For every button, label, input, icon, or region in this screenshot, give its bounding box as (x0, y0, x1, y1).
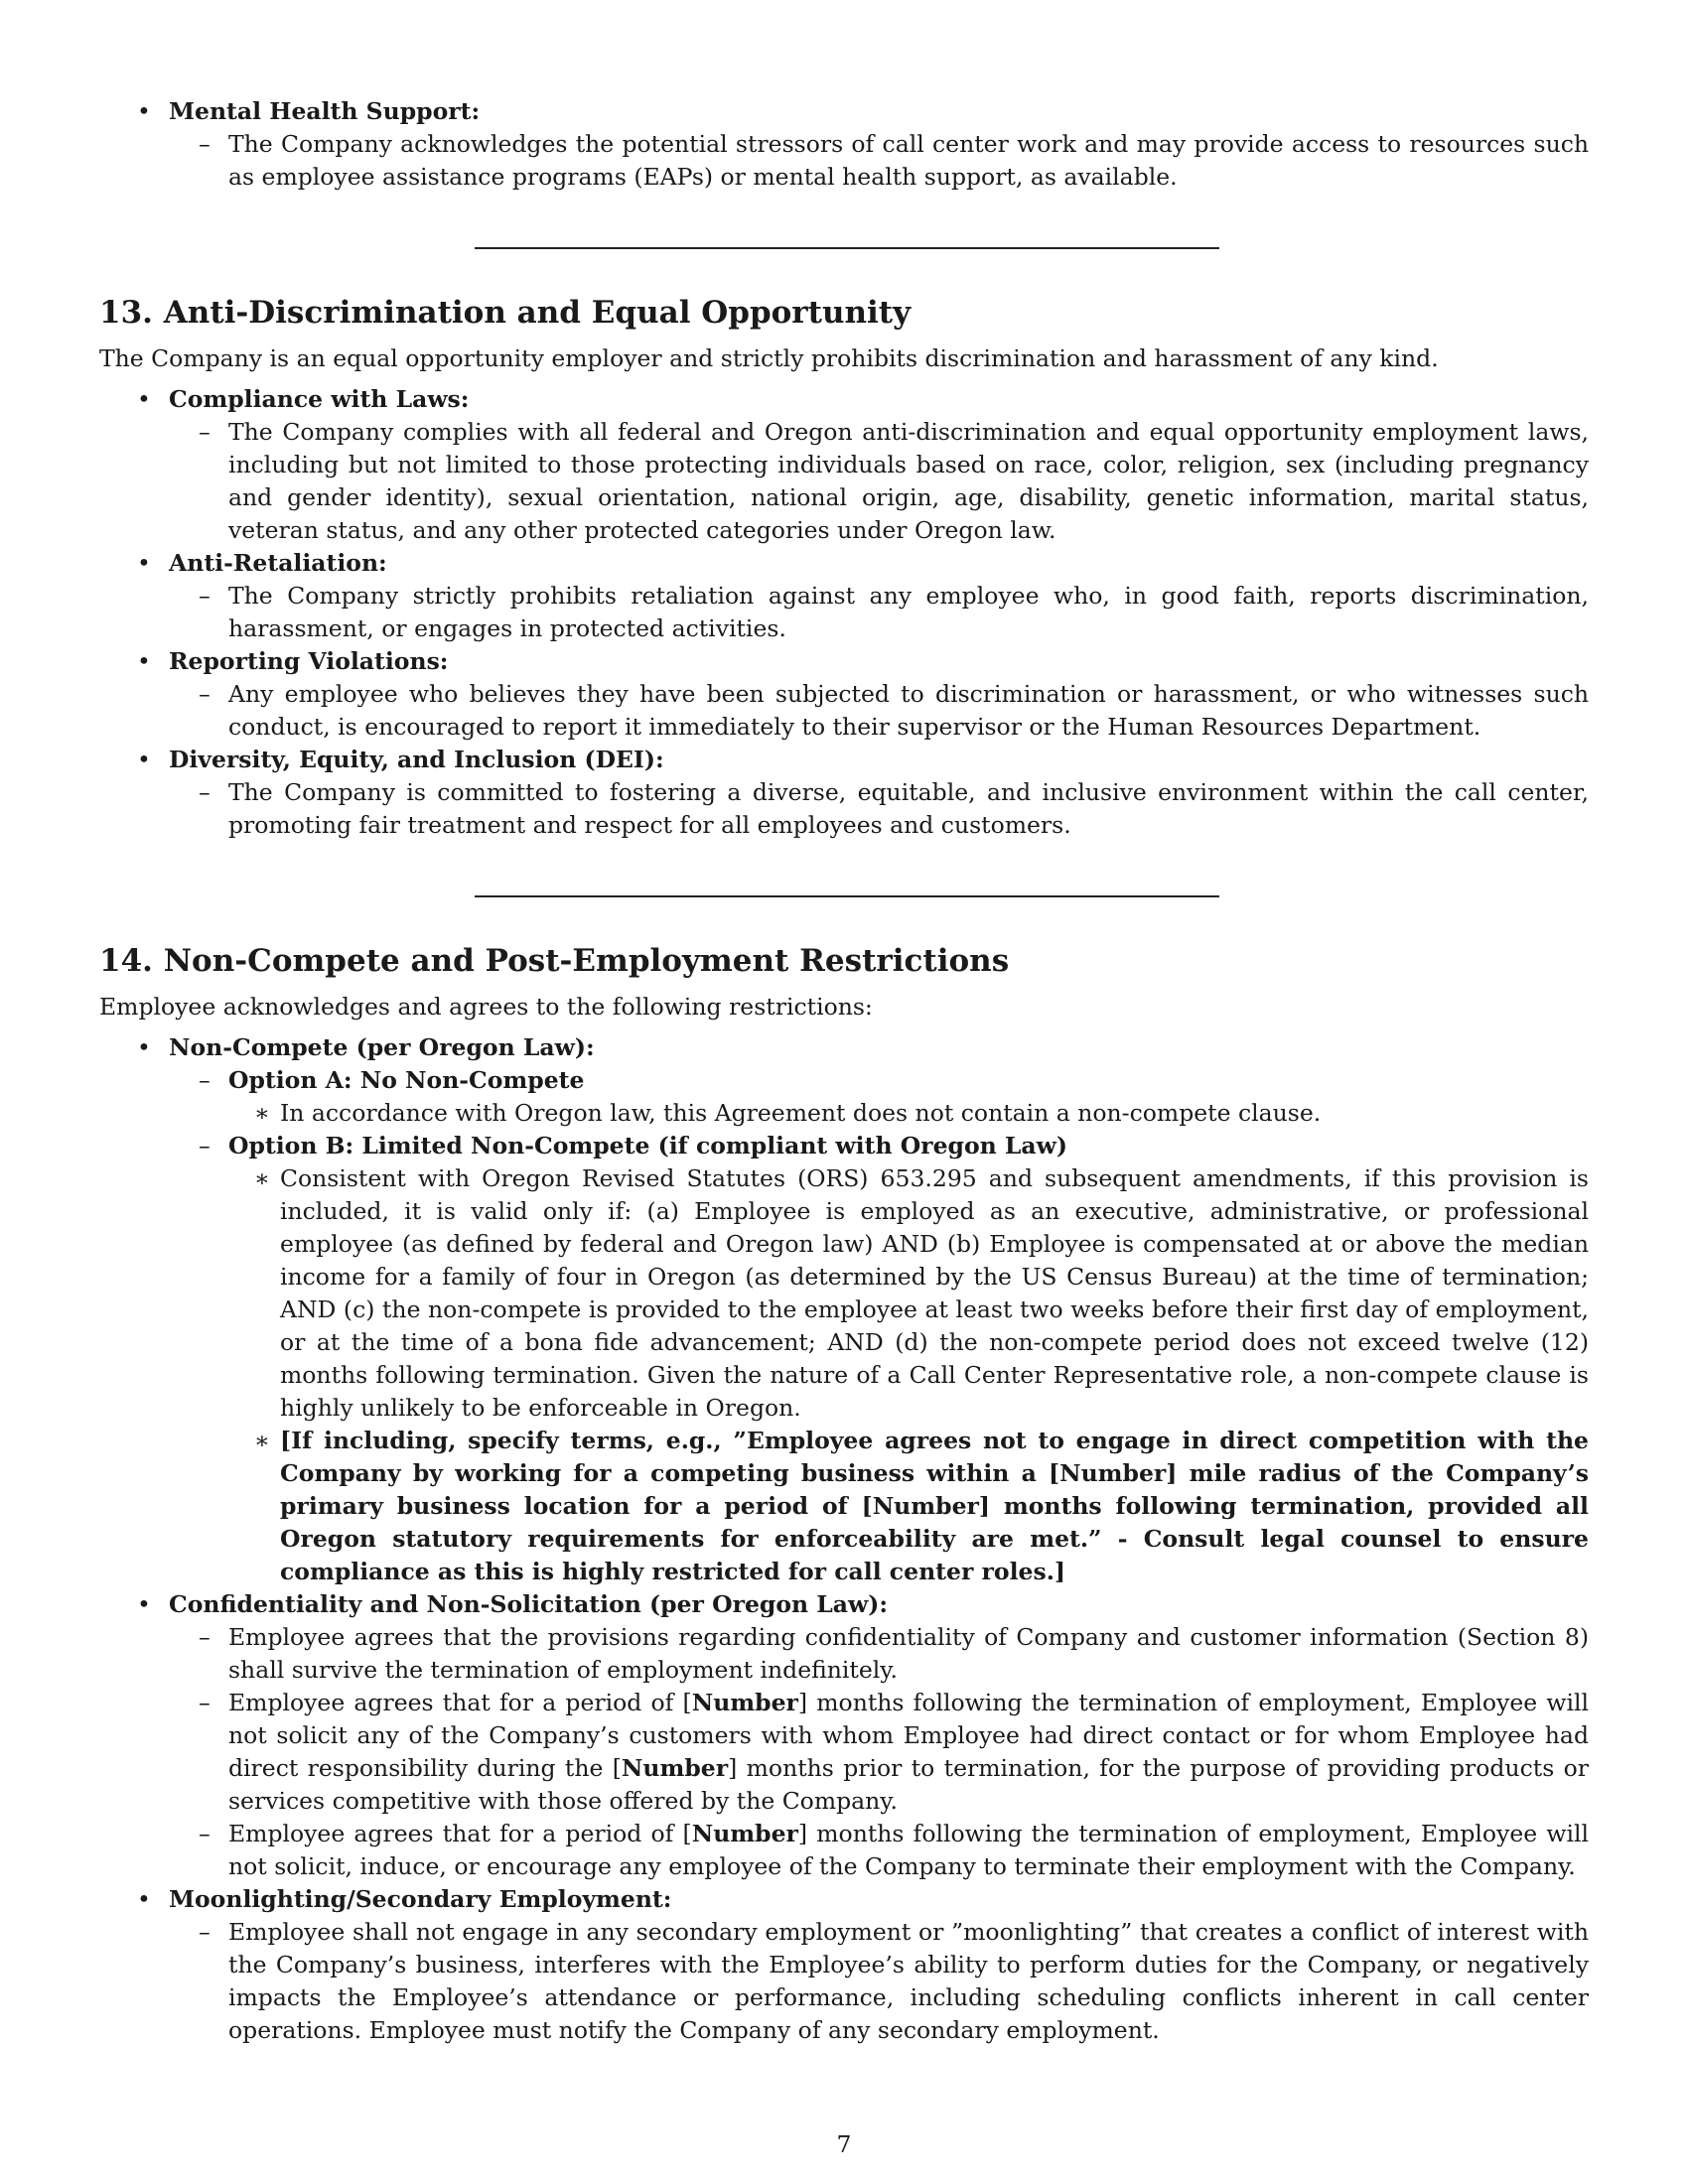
page-number: 7 (836, 2130, 852, 2158)
item-label: Confidentiality and Non-Solicitation (per Oregon Law): (169, 1590, 889, 1618)
list-item (99, 1588, 1589, 1883)
section-14-heading: 14. Non-Compete and Post-Employment Restrictions (99, 943, 1010, 979)
dash-icon: – (199, 1689, 211, 1716)
text-part: Employee agrees that for a period of [ (228, 1820, 692, 1847)
bullet-icon: • (137, 1885, 151, 1913)
dash-icon: – (199, 418, 211, 446)
item-text: The Company is committed to fostering a diverse, equitable, and inclusive environment within the call center, promoting fair treatment and respect for all employees and customers. (228, 778, 1589, 839)
list-item (169, 1130, 1589, 1588)
asterisk-icon: ∗ (254, 1164, 270, 1192)
list-item (169, 416, 1589, 547)
list-item (169, 1687, 1589, 1818)
list-item (228, 1097, 1589, 1130)
item-text: The Company complies with all federal and Oregon anti-discrimination and equal opportunity employment laws, including but not limited to those protecting individuals based on race, color, religion, sex (including pregnancy and gender identity), sexual orientation, national origin, age, disability, genetic information, marital status, veteran status, and any other protected categories under Oregon law. (228, 418, 1589, 544)
item-text: The Company strictly prohibits retaliation against any employee who, in good faith, reports discrimination, harassment, or engages in protected activities. (228, 582, 1589, 642)
option-b-text: Consistent with Oregon Revised Statutes (ORS) 653.295 and subsequent amendments, if this provision is included, it is valid only if: (a) Employee is employed as an executive, administrative, or professional employee (as defined by federal and Oregon law) AND (b) Employee is compensated at or above the median income for a family of four in Oregon (as determined by the US Census Bureau) at the time of termination; AND (c) the non-compete is provided to the employee at least two weeks before their first day of employment, or at the time of a bona fide advancement; AND (d) the non-compete period does not exceed twelve (12) months following termination. Given the nature of a Call Center Representative role, a non-compete clause is highly unlikely to be enforceable in Oregon. (280, 1164, 1589, 1422)
option-a-text: In accordance with Oregon law, this Agreement does not contain a non-compete clause. (280, 1099, 1322, 1127)
dash-icon: – (199, 778, 211, 806)
dash-icon: – (199, 1918, 211, 1946)
text-part: ] months following the termination of employment, Employee will not solicit any of the Company’s customers with whom Employee had direct contact or for whom Employee had direct responsibility during the [ (228, 1689, 1590, 1782)
option-a-label: Option A: No Non-Compete (228, 1066, 585, 1094)
list-item (228, 1162, 1589, 1425)
list-item (169, 580, 1589, 645)
dash-icon: – (199, 1820, 211, 1847)
list-item (169, 776, 1589, 842)
item-text: Employee agrees that the provisions regarding confidentiality of Company and customer information (Section 8) shall survive the termination of employment indefinitely. (228, 1623, 1589, 1684)
list-item (169, 128, 1589, 194)
list-item (99, 95, 1589, 194)
bullet-icon: • (137, 746, 151, 773)
item-label: Compliance with Laws: (169, 385, 470, 413)
list-item (169, 1818, 1589, 1883)
text-part: ] months prior to termination, for the purpose of providing products or services competitive with those offered by the Company. (228, 1754, 1589, 1815)
item-label: Anti-Retaliation: (169, 549, 387, 577)
text-part: Employee agrees that for a period of [ (228, 1689, 692, 1716)
item-label: Mental Health Support: (169, 97, 481, 125)
list-item (169, 1916, 1589, 2047)
bullet-icon: • (137, 1590, 151, 1618)
list-item (169, 1064, 1589, 1130)
dash-icon: – (199, 680, 211, 708)
section-14-list (99, 1031, 1589, 2047)
bullet-icon: • (137, 97, 151, 125)
number-placeholder: Number (621, 1754, 729, 1782)
item-label: Reporting Violations: (169, 647, 449, 675)
dash-icon: – (199, 582, 211, 610)
list-item (99, 744, 1589, 842)
item-text (228, 1818, 1589, 1883)
bullet-icon: • (137, 1033, 151, 1061)
list-item (99, 645, 1589, 744)
section-13-heading: 13. Anti-Discrimination and Equal Opportunity (99, 295, 912, 331)
option-b-label: Option B: Limited Non-Compete (if compliant with Oregon Law) (228, 1132, 1067, 1160)
asterisk-icon: ∗ (254, 1099, 270, 1127)
item-label: Moonlighting/Secondary Employment: (169, 1885, 672, 1913)
section-divider (475, 247, 1219, 249)
option-b-terms: [If including, specify terms, e.g., ”Employee agrees not to engage in direct competition with the Company by working for a competing business within a [Number] mile radius of the Company’s primary business location for a period of [Number] months following termination, provided all Oregon statutory requirements for enforceability are met.” - Consult legal counsel to ensure compliance as this is highly restricted for call center roles.] (280, 1427, 1589, 1585)
item-text: Employee shall not engage in any secondary employment or ”moonlighting” that creates a conflict of interest with the Company’s business, interferes with the Employee’s ability to perform duties for the Company, or negatively impacts the Employee’s attendance or performance, including scheduling conflicts inherent in call center operations. Employee must notify the Company of any secondary employment. (228, 1918, 1589, 2044)
bullet-icon: • (137, 385, 151, 413)
item-text: Any employee who believes they have been subjected to discrimination or harassment, or who witnesses such conduct, is encouraged to report it immediately to their supervisor or the Human Resources Department. (228, 680, 1589, 741)
list-item (99, 1883, 1589, 2047)
list-item (99, 547, 1589, 645)
number-placeholder: Number (691, 1689, 798, 1716)
list-item (228, 1425, 1589, 1588)
mental-health-list (99, 95, 1589, 194)
section-divider (475, 895, 1219, 897)
list-item (99, 1031, 1589, 1588)
asterisk-icon: ∗ (254, 1427, 270, 1454)
text-part: ] months following the termination of employment, Employee will not solicit, induce, or encourage any employee of the Company to terminate their employment with the Company. (228, 1820, 1590, 1880)
dash-icon: – (199, 1066, 211, 1094)
bullet-icon: • (137, 549, 151, 577)
item-text: The Company acknowledges the potential stressors of call center work and may provide access to resources such as employee assistance programs (EAPs) or mental health support, as available. (228, 130, 1589, 191)
bullet-icon: • (137, 647, 151, 675)
list-item (169, 678, 1589, 744)
number-placeholder: Number (691, 1820, 798, 1847)
list-item (169, 1621, 1589, 1687)
dash-icon: – (199, 1623, 211, 1651)
document-page (99, 95, 1589, 2047)
list-item (99, 383, 1589, 547)
dash-icon: – (199, 1132, 211, 1160)
item-text (228, 1687, 1589, 1818)
section-13-list (99, 383, 1589, 842)
item-label: Non-Compete (per Oregon Law): (169, 1033, 595, 1061)
section-14-intro: Employee acknowledges and agrees to the following restrictions: (99, 993, 873, 1021)
dash-icon: – (199, 130, 211, 158)
section-13-intro: The Company is an equal opportunity employer and strictly prohibits discrimination and harassment of any kind. (99, 344, 1439, 372)
item-label: Diversity, Equity, and Inclusion (DEI): (169, 746, 664, 773)
